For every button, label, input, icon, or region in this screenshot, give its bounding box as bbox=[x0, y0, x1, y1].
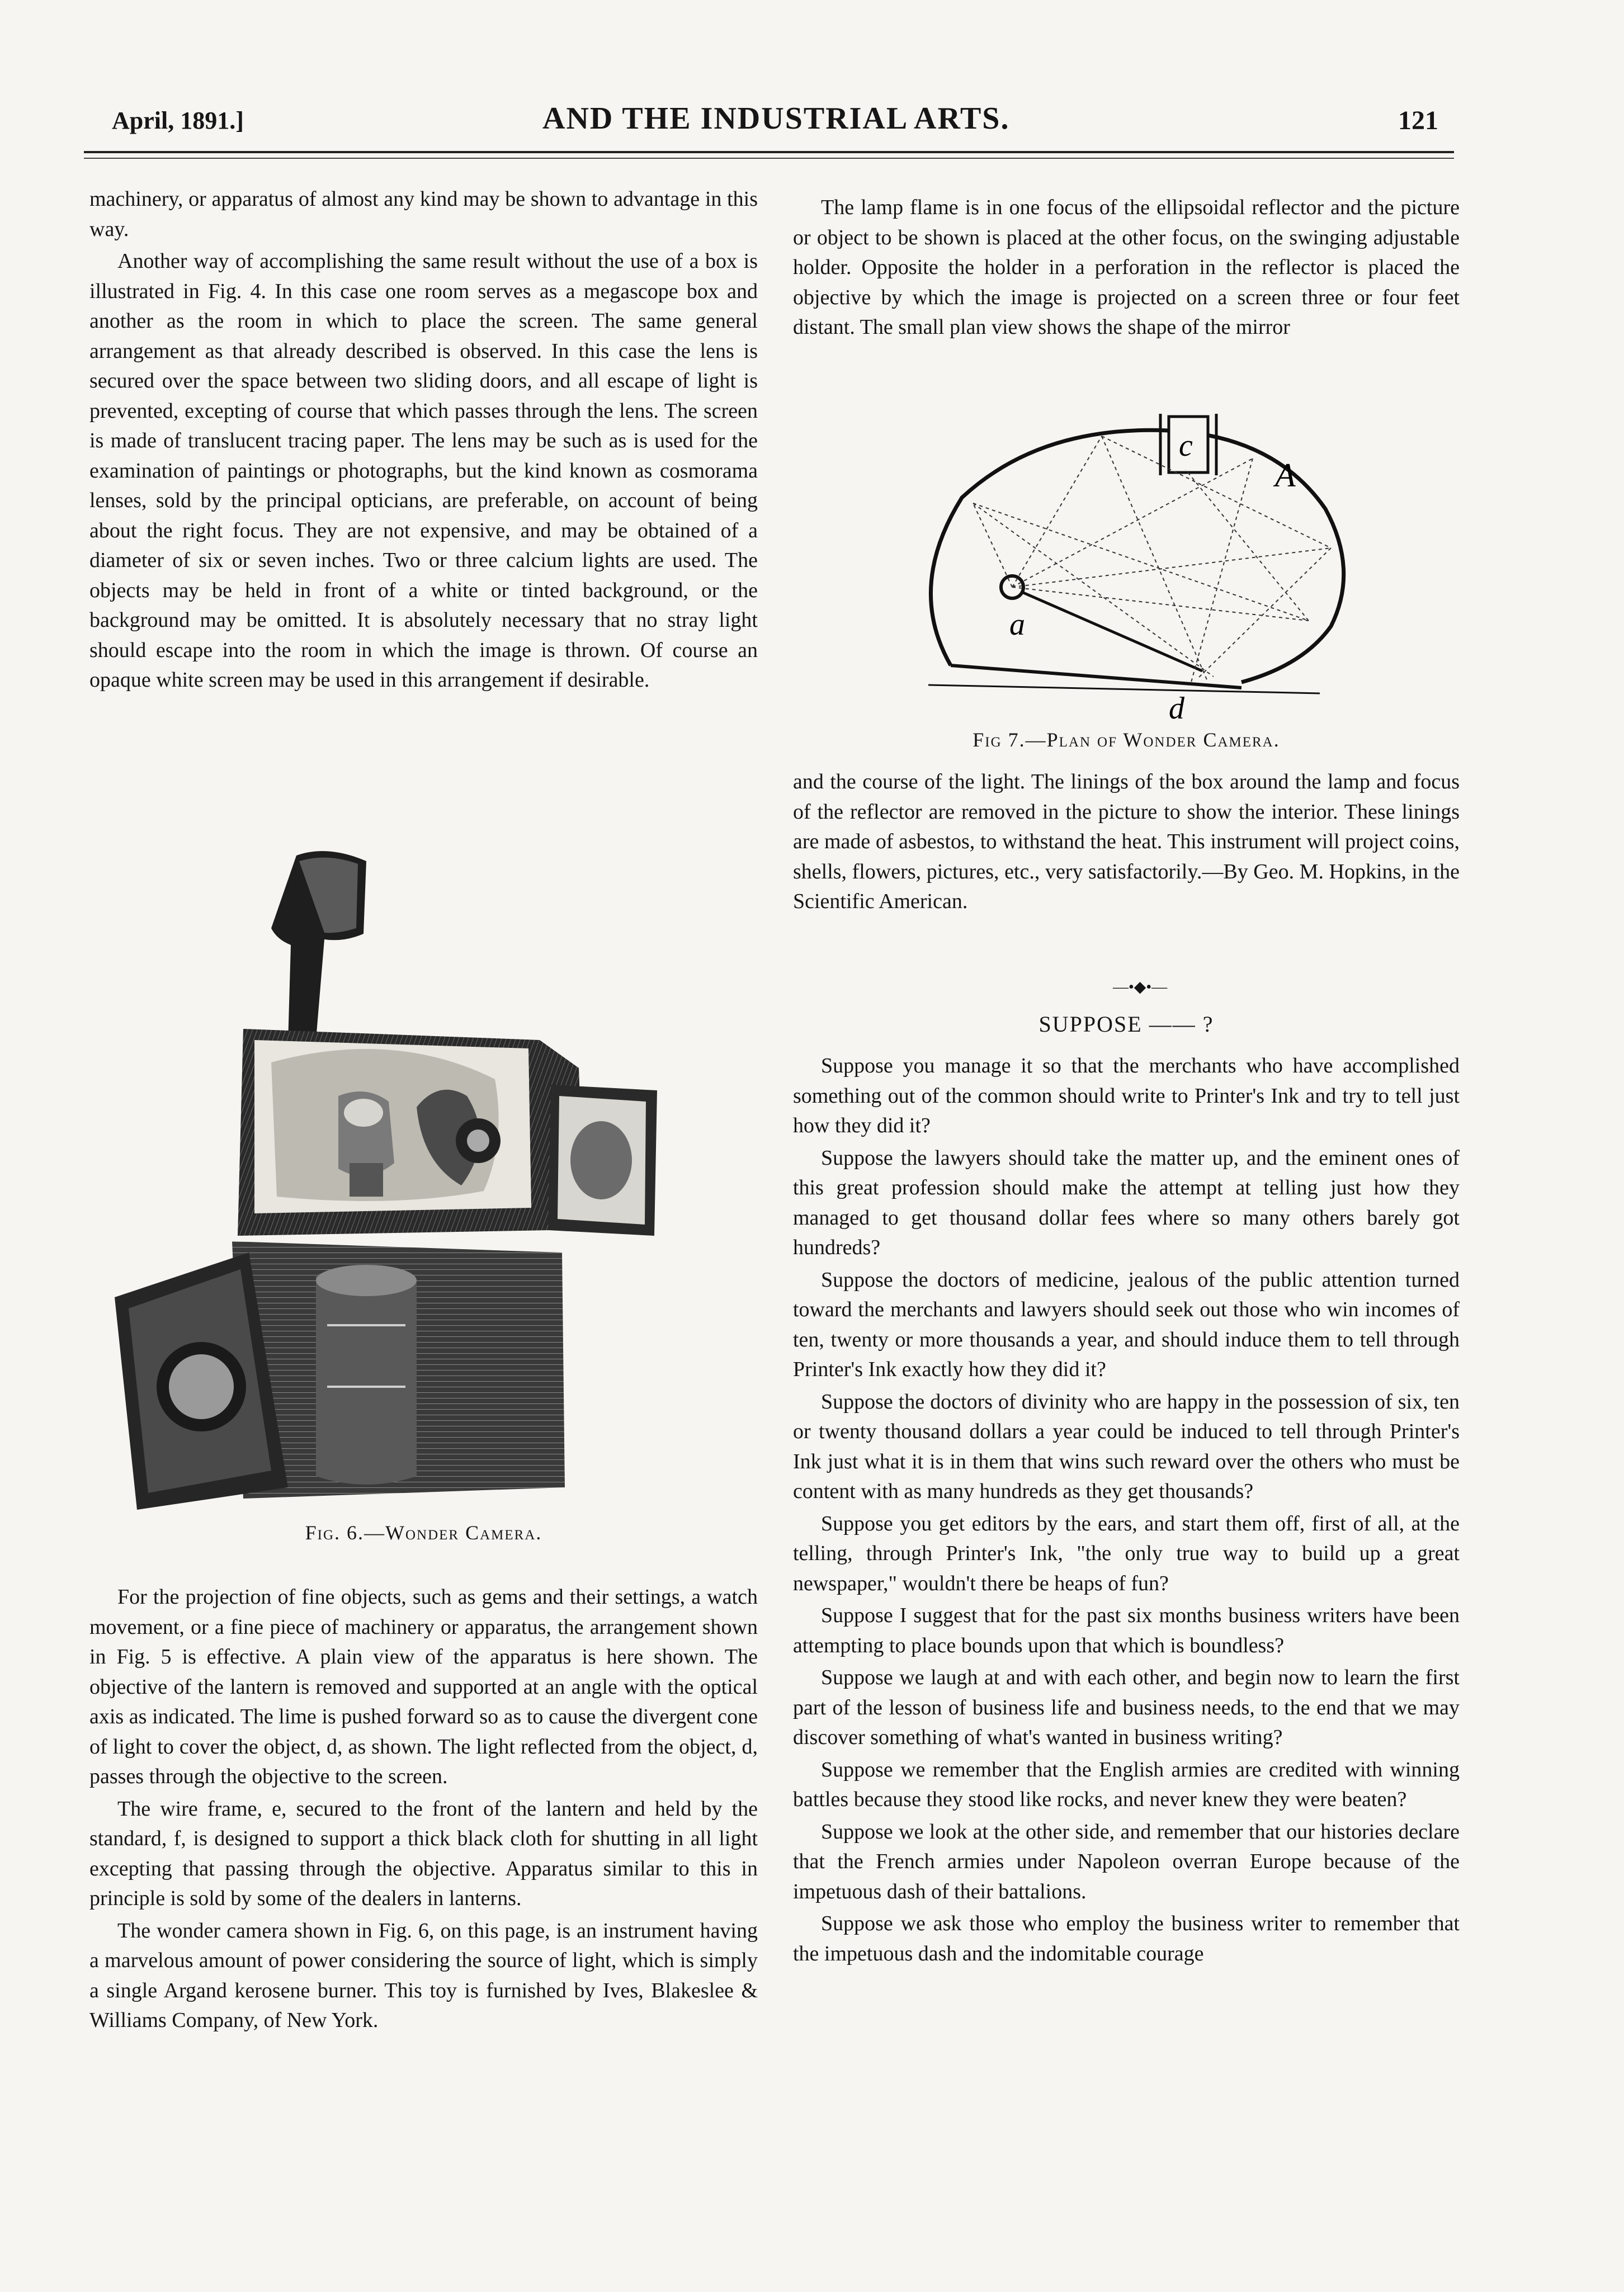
paragraph: Suppose we look at the other side, and remember that our histories declare that the French armies under Napoleon overran Europe because of the impetuous dash of their battalions. bbox=[793, 1820, 1460, 1903]
paragraph: The wire frame, e, secured to the front of the lantern and held by the standard, f, is designed to support a thick black cloth for shutting in all light excepting that passing through the objective. Apparatus similar to this in principle is sold by some of the dealers in lanterns. bbox=[89, 1797, 758, 1910]
paragraph: For the projection of fine objects, such as gems and their settings, a watch movement, or a fine piece of machinery or apparatus, the arrangement shown in Fig. 5 is effective. A plain view of the apparatus is here shown. The objective of the lantern is removed and supported at an angle with the optical axis as indicated. The lime is pushed forward so as to cause the divergent cone of light to cover the object, d, as shown. The light reflected from the object, d, passes through the objective to the screen. bbox=[89, 1585, 758, 1788]
wonder-camera-plan-diagram bbox=[917, 403, 1365, 727]
diagram-label-d: d bbox=[1169, 691, 1184, 726]
left-column-bottom bbox=[89, 1582, 758, 2038]
paragraph: Suppose I suggest that for the past six months business writers have been attempting to place bounds upon that which is boundless? bbox=[793, 1604, 1460, 1657]
diagram-label-A: A bbox=[1275, 457, 1296, 494]
paragraph: Suppose the doctors of medicine, jealous of the public attention turned toward the merchants and lawyers should seek out those who win incomes of ten, twenty or more thousands a year, and should induce them to tell through Printer's Ink exactly how they did it? bbox=[793, 1268, 1460, 1381]
header-rule-thick bbox=[84, 151, 1454, 153]
paragraph: Suppose the lawyers should take the matter up, and the eminent ones of this great profession should make the attempt at telling just how they managed to get thousand dollar fees where so many others barely got hundreds? bbox=[793, 1146, 1460, 1259]
left-column-top bbox=[89, 185, 758, 698]
issue-date: April, 1891.] bbox=[112, 107, 244, 134]
header-rule-thin bbox=[84, 158, 1454, 159]
paragraph: Suppose we ask those who employ the business writer to remember that the impetuous dash and the indomitable courage bbox=[793, 1912, 1460, 1965]
section-heading: SUPPOSE —— ? bbox=[1038, 1012, 1214, 1037]
paragraph: Suppose the doctors of divinity who are happy in the possession of six, ten or twenty thousand dollars a year could be induced to tell through Printer's Ink just what it is in them that wins such reward over the others who must be content with as many hundreds as they get thousands? bbox=[793, 1390, 1460, 1503]
page-header bbox=[0, 84, 1624, 140]
fig6-caption: Fig. 6.—Wonder Camera. bbox=[305, 1521, 542, 1544]
paragraph: The wonder camera shown in Fig. 6, on this page, is an instrument having a marvelous amount of power considering the source of light, which is simply a single Argand kerosene burner. This toy is furnished by Ives, Blakeslee & Williams Company, of New York. bbox=[89, 1918, 758, 2032]
section-divider: —•◆•— bbox=[1113, 979, 1168, 996]
diagram-label-c: c bbox=[1179, 428, 1193, 463]
running-title: AND THE INDUSTRIAL ARTS. bbox=[542, 101, 1010, 136]
wonder-camera-illustration bbox=[103, 850, 747, 1515]
fig7-caption: Fig 7.—Plan of Wonder Camera. bbox=[972, 729, 1280, 751]
paragraph: Suppose we remember that the English armies are credited with winning battles because they stood like rocks, and never knew they were beaten? bbox=[793, 1757, 1460, 1811]
paragraph: Suppose you manage it so that the merchants who have accomplished something out of the common should write to Printer's Ink and try to tell just how they did it? bbox=[793, 1054, 1460, 1137]
right-column-top bbox=[793, 193, 1460, 345]
diagram-label-a: a bbox=[1009, 607, 1025, 642]
page-number: 121 bbox=[1398, 106, 1438, 135]
paragraph: The lamp flame is in one focus of the ellipsoidal reflector and the picture or object to be shown is placed at the other focus, on the swinging adjustable holder. Opposite the holder in a perforation in the reflector is placed the objective by which the image is projected on a screen three or four feet distant. The small plan view shows the shape of the mirror bbox=[793, 196, 1460, 339]
suppose-article bbox=[793, 1051, 1460, 1971]
paragraph: Another way of accomplishing the same result without the use of a box is illustrated in Fig. 4. In this case one room serves as a megascope box and another as the room in which to place the screen. The same general arrangement as that already described is observed. In this case the lens is secured over the space between two sliding doors, and all escape of light is prevented, excepting of course that which passes through the lens. The screen is made of translucent tracing paper. The lens may be such as is used for the examination of paintings or photographs, but the kind known as cosmorama lenses, sold by the principal opticians, are preferable, on account of being about the right focus. They are not expensive, and may be obtained of a diameter of six or seven inches. Two or three calcium lights are used. The objects may be held in front of a white or tinted background, or the background may be omitted. It is absolutely necessary that no stray light should escape into the room in which the image is thrown. Of course an opaque white screen may be used in this arrangement if desirable. bbox=[89, 249, 758, 692]
paragraph: machinery, or apparatus of almost any kind may be shown to advantage in this way. bbox=[89, 187, 758, 241]
paragraph: Suppose we laugh at and with each other, and begin now to learn the first part of the lesson of business life and business needs, to the end that we may discover something of what's wanted in business writing? bbox=[793, 1666, 1460, 1749]
paragraph: and the course of the light. The linings of the box around the lamp and focus of the reflector are removed in the picture to show the interior. These linings are made of asbestos, to withstand the heat. This instrument will project coins, shells, flowers, pictures, etc., very satisfactorily.—By Geo. M. Hopkins, in the Scientific American. bbox=[793, 770, 1460, 913]
right-column-middle bbox=[793, 767, 1460, 919]
paragraph: Suppose you get editors by the ears, and start them off, first of all, at the telling, through Printer's Ink, "the only true way to build up a great newspaper," wouldn't there be heaps of fun? bbox=[793, 1511, 1460, 1595]
